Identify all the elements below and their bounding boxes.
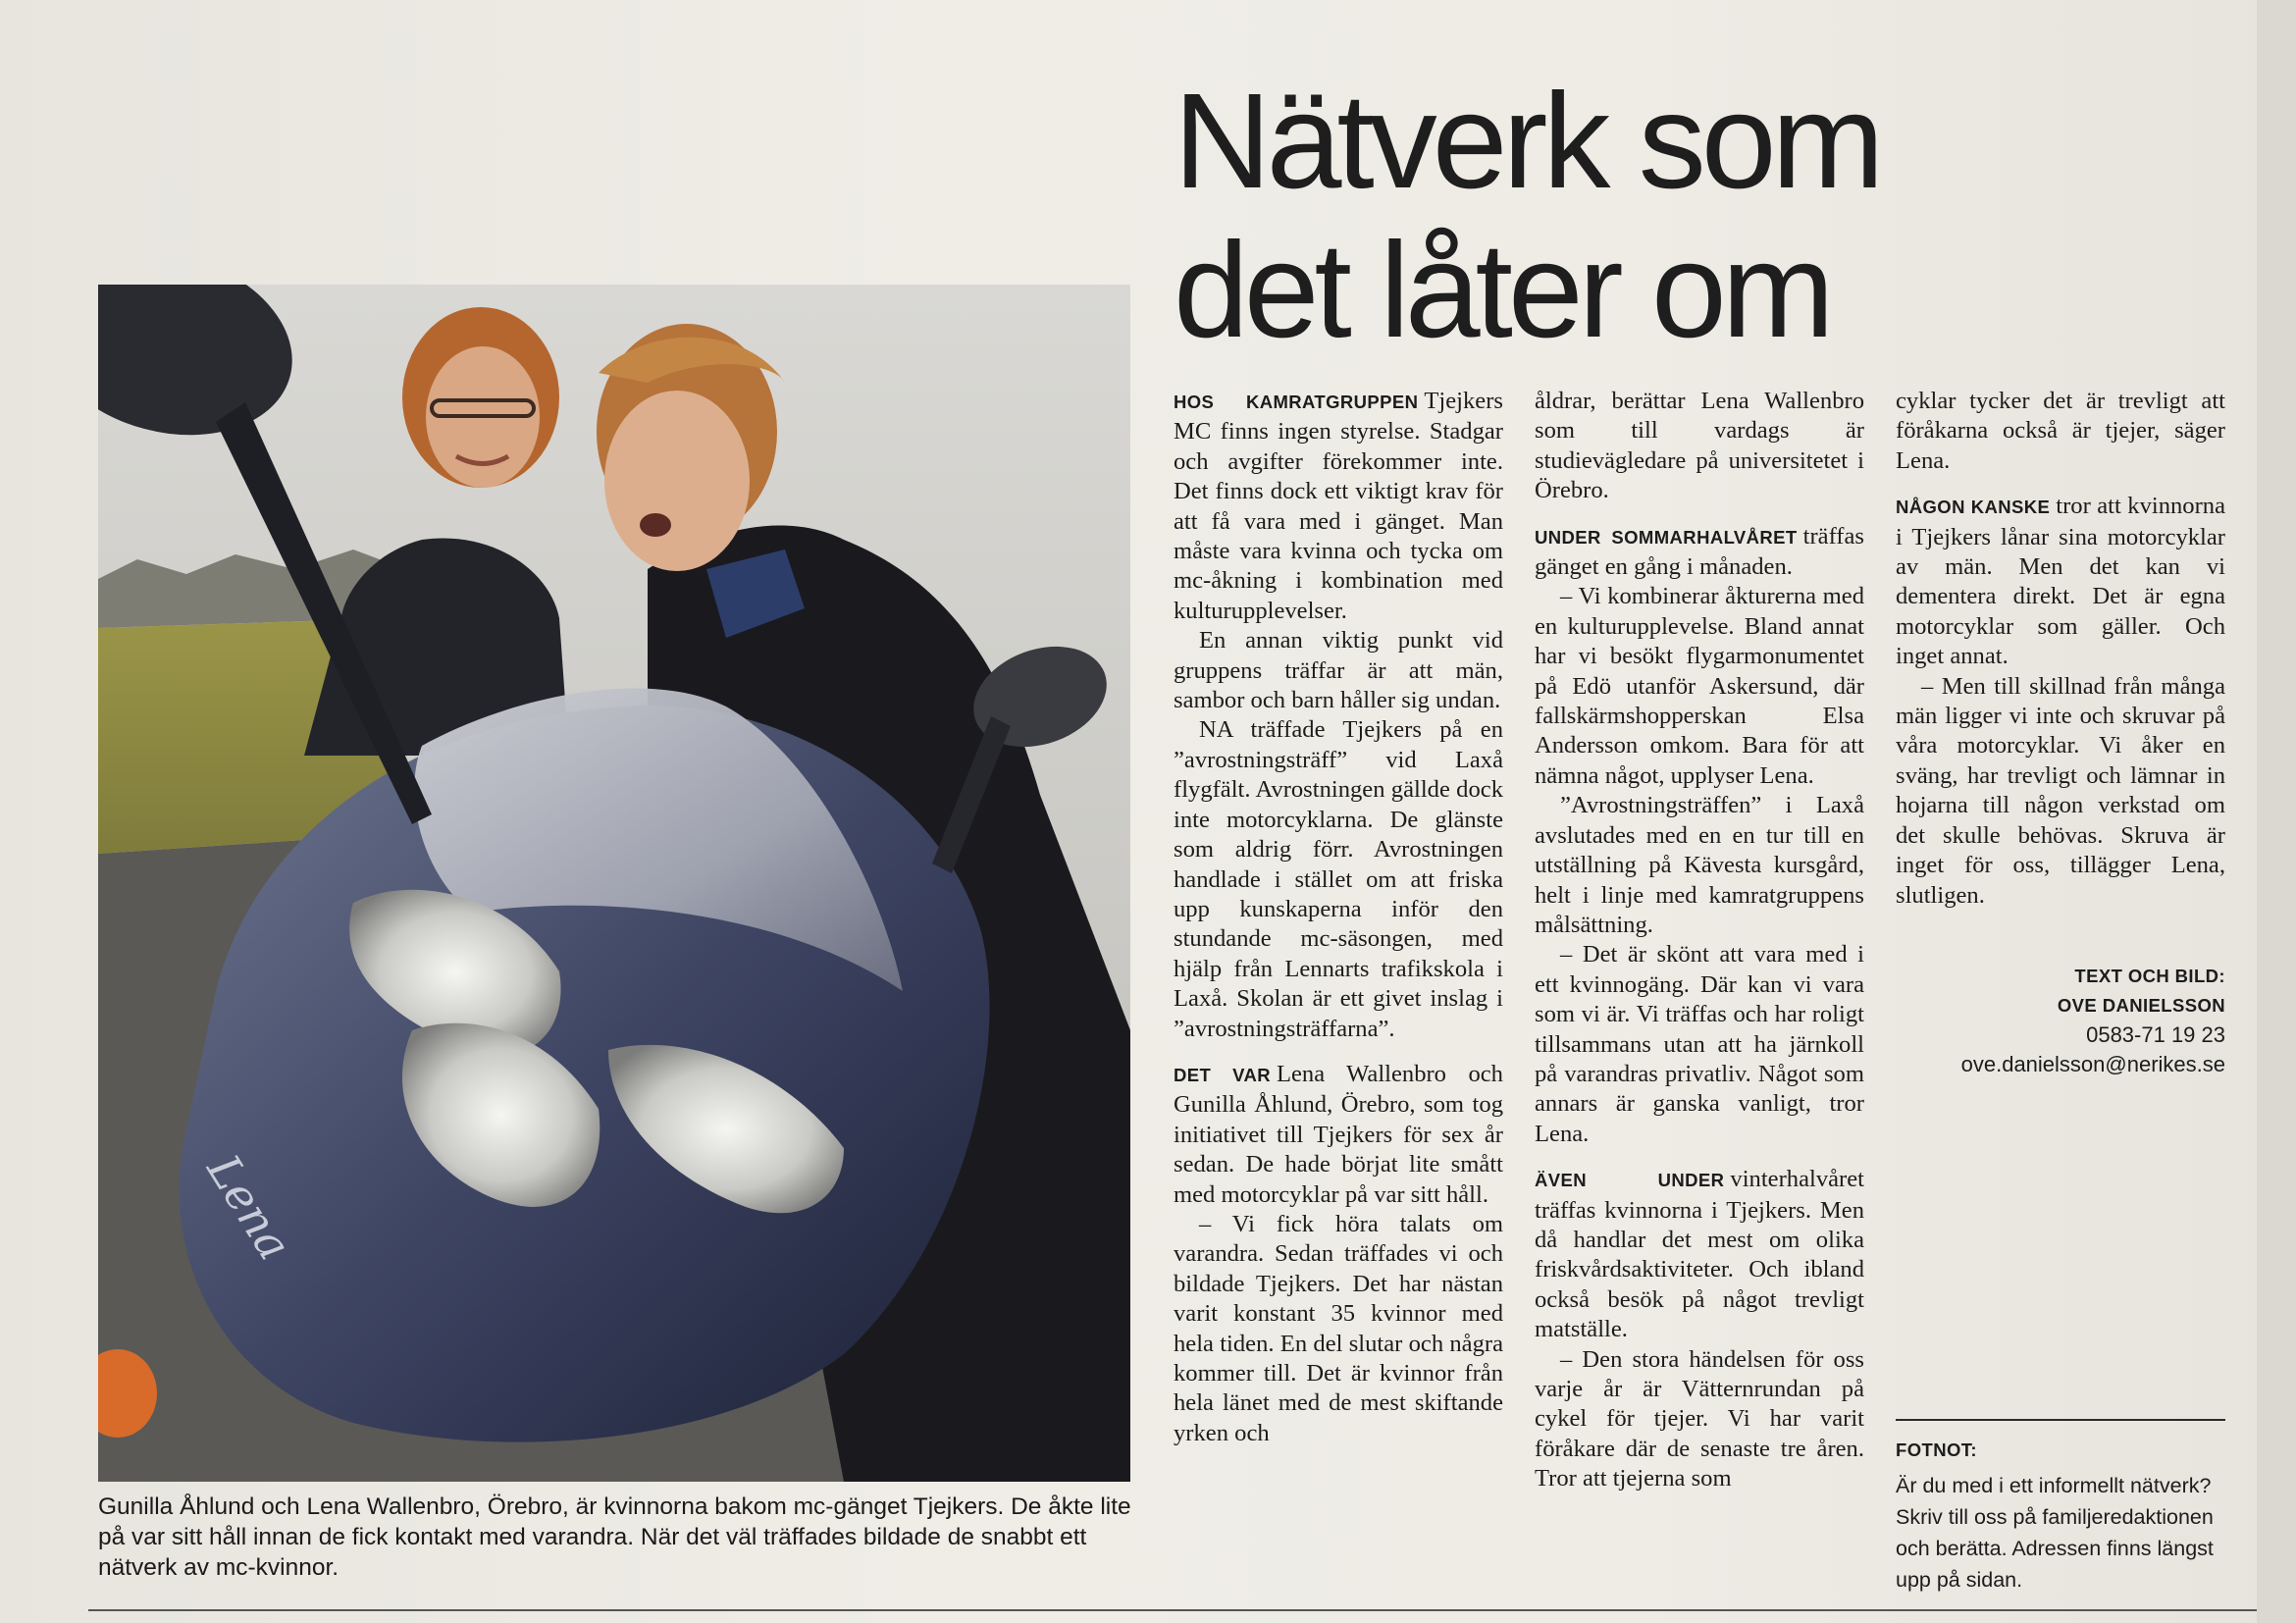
bottom-rule (88, 1609, 2257, 1611)
article-column-1 (1174, 387, 1503, 1448)
paragraph (1174, 387, 1503, 626)
paragraph-text: Tjejkers MC finns ingen styrelse. Stadgar och avgifter förekommer inte. Det finns dock ett viktigt krav för att få vara med i gänget. Man måste vara kvinna och tycka om mc-åkning i kombination med kulturupplevelser. (1174, 388, 1503, 624)
paragraph-lead: UNDER SOMMARHALVÅRET (1535, 526, 1798, 548)
paragraph (1535, 1345, 1864, 1494)
paragraph-text: – Den stora händelsen för oss varje år är Vätternrundan på cykel för tjejer. Vi har varit föråkare där de senaste tre åren. Tror att tjejerna som (1535, 1345, 1864, 1492)
paragraph (1535, 1165, 1864, 1344)
article-column-2 (1535, 387, 1864, 1494)
fotnot-box (1896, 1435, 2225, 1596)
paragraph (1174, 626, 1503, 715)
paragraph-text: åldrar, berättar Lena Wallenbro som till vardags är studievägledare på universitetet i Örebro. (1535, 388, 1864, 504)
paragraph (1896, 672, 2225, 911)
headline: Nätverk som det låter om (1174, 66, 1880, 366)
paragraph-text: En annan viktig punkt vid gruppens träffar är att män, sambor och barn håller sig undan. (1174, 627, 1503, 714)
article-column-3 (1896, 387, 2225, 911)
fotnot-title: FOTNOT: (1896, 1440, 1977, 1460)
paragraph-lead: ÄVEN UNDER (1535, 1170, 1725, 1191)
paragraph-text: cyklar tycker det är trevligt att föråkarna också är tjejer, säger Lena. (1896, 388, 2225, 474)
paragraph (1174, 1210, 1503, 1448)
paragraph (1535, 791, 1864, 940)
paragraph (1174, 715, 1503, 1043)
photo-caption: Gunilla Åhlund och Lena Wallenbro, Örebro, är kvinnorna bakom mc-gänget Tjejkers. De åkte lite på var sitt håll innan de fick kontakt med varandra. När det väl träffades bildade de snabbt ett nätverk av mc-kvinnor. (98, 1493, 1131, 1581)
paragraph-lead: DET VAR (1174, 1064, 1271, 1085)
credit-label: TEXT OCH BILD: (2074, 966, 2225, 986)
paragraph-text: – Vi kombinerar åkturerna med en kulturupplevelse. Bland annat har vi besökt flygarmonumentet på Edö utanför Askersund, där fallskärmshopperskan Elsa Andersson omkom. Bara för att nämna något, upplyser Lena. (1535, 583, 1864, 789)
paragraph-text: ”Avrostningsträffen” i Laxå avslutades med en en tur till en utställning på Kävesta kursgård, helt i linje med kamratgruppens målsättning. (1535, 792, 1864, 938)
fotnot-text: Är du med i ett informellt nätverk? Skriv till oss på familjeredaktionen och berätta. Adressen finns längst upp på sidan. (1896, 1474, 2214, 1592)
paragraph-text: träffas gänget en gång i månaden. (1535, 522, 1864, 581)
bike-name-decal: Lena (196, 1145, 302, 1270)
paragraph (1896, 387, 2225, 476)
bleed-through-top (422, 10, 1148, 265)
paragraph-lead: NÅGON KANSKE (1896, 497, 2051, 518)
paragraph (1535, 582, 1864, 791)
paragraph (1896, 492, 2225, 671)
paragraph-text: tror att kvinnorna i Tjejkers lånar sina motorcyklar av män. Men det kan vi dementera direkt. Det är egna motorcyklar som gäller. Och inget annat. (1896, 493, 2226, 670)
article-photo (98, 285, 1130, 1482)
paragraph-text: NA träffade Tjejkers på en ”avrostningsträff” vid Laxå flygfält. Avrostningen gällde dock inte motorcyklarna. De glänste som aldrig förr. Avrostningen handlade i stället om att friska upp kunskaperna inför den stundande mc-säsongen, med hjälp från Lennarts trafikskola i Laxå. Skolan är ett givet inslag i ”avrostningsträffarna”. (1174, 716, 1503, 1042)
paragraph-text: vinterhalvåret träffas kvinnorna i Tjejkers. Men då handlar det mest om olika friskvårdsaktiviteter. Och ibland också besök på något trevligt matställe. (1535, 1166, 1864, 1343)
fotnot-divider (1896, 1419, 2225, 1421)
credit-phone: 0583-71 19 23 (2086, 1022, 2225, 1047)
paragraph (1174, 1060, 1503, 1210)
paragraph-text: – Men till skillnad från många män ligger vi inte och skruvar på våra motorcyklar. Vi åker en sväng, har trevligt och lämnar in hojarna till någon verkstad om det skulle behövas. Skruva är inget för oss, tillägger Lena, slutligen. (1896, 672, 2225, 909)
byline-credit (1896, 962, 2225, 1079)
paragraph-text: – Vi fick höra talats om varandra. Sedan träffades vi och bildade Tjejkers. Det har nästan varit konstant 35 kvinnor med hela tiden. En del slutar och några kommer till. Det är kvinnor från hela länet med de mest skiftande yrken och (1174, 1210, 1503, 1446)
paragraph-text: – Det är skönt att vara med i ett kvinnogäng. Där kan vi vara som vi är. Vi träffas och har roligt tillsammans utan att ha järnkoll på varandras privatliv. Något som annars är ganska vanligt, tror Lena. (1535, 941, 1864, 1147)
credit-name: OVE DANIELSSON (2057, 995, 2225, 1016)
page-edge (2257, 0, 2296, 1623)
paragraph (1535, 940, 1864, 1149)
paragraph (1535, 387, 1864, 506)
credit-email[interactable]: ove.danielsson@nerikes.se (1960, 1052, 2225, 1076)
paragraph (1535, 522, 1864, 583)
paragraph-text: Lena Wallenbro och Gunilla Åhlund, Örebro, som tog initiativet till Tjejkers för sex år sedan. De hade börjat lite smått med motorcyklar på var sitt håll. (1174, 1060, 1503, 1208)
paragraph-lead: HOS KAMRATGRUPPEN (1174, 392, 1419, 412)
